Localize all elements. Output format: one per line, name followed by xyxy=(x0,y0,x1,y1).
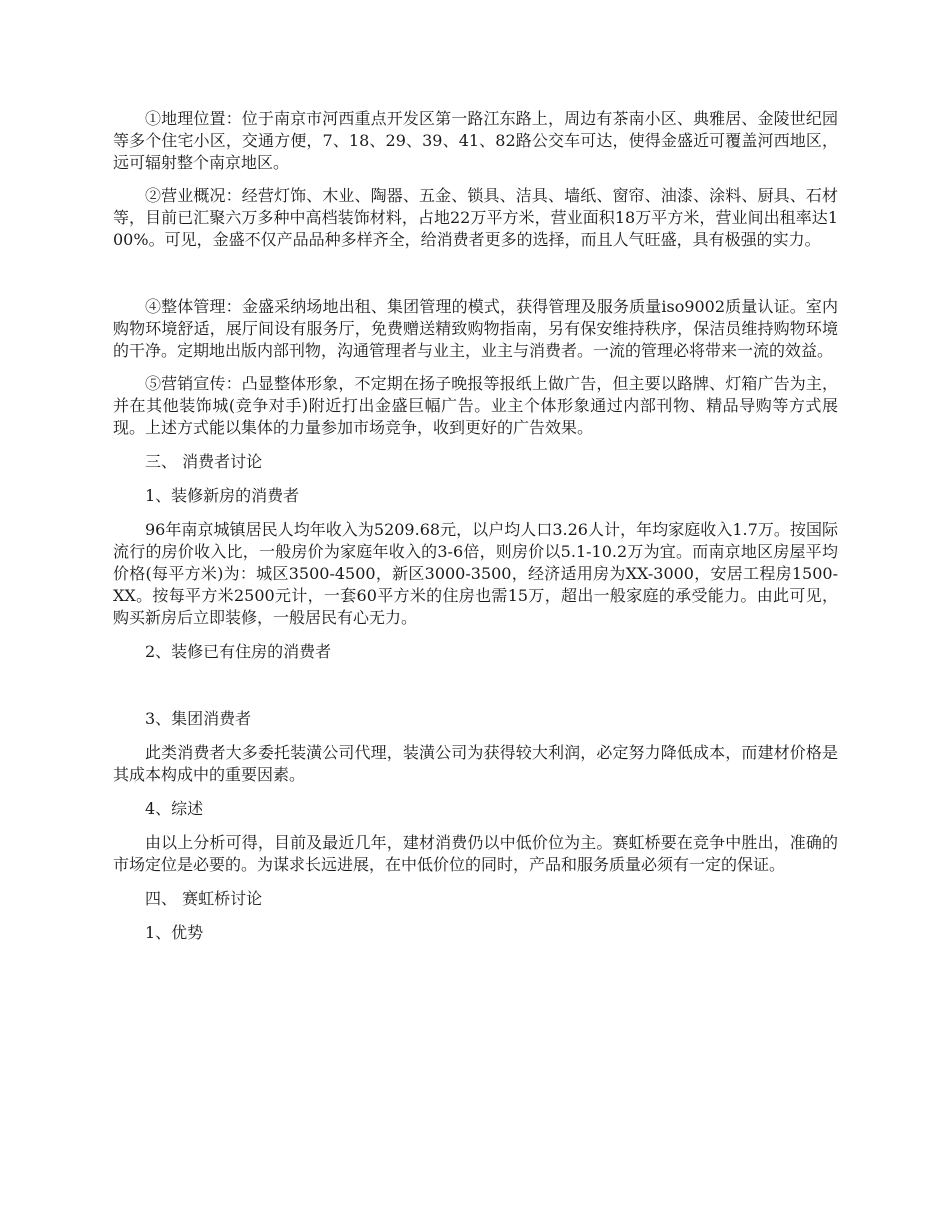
section-heading-consumers: 三、 消费者讨论 xyxy=(145,452,263,471)
paragraph-business-overview: ②营业概况：经营灯饰、木业、陶器、五金、锁具、洁具、墙纸、窗帘、油漆、涂料、厨具、石材等，目前已汇聚六万多种中高档装饰材料，占地22万平方米，营业面积18万平方米，营业间出租率达100%。可见，金盛不仅产品品种多样齐全，给消费者更多的选择，而且人气旺盛，具有极强的实力。 xyxy=(113,186,838,249)
subheading-advantages: 1、优势 xyxy=(145,923,204,942)
paragraph-income-analysis: 96年南京城镇居民人均年收入为5209.68元，以户均人口3.26人计，年均家庭收入1.7万。按国际流行的房价收入比，一般房价为家庭年收入的3-6倍，则房价以5.1-10.2万为宜。而南京地区房屋平均价格(每平方米)为：城区3500-4500，新区3000-3500，经济适用房为XX-3000，安居工程房1500-XX。按每平方米2500元计，一套60平方米的住房也需15万，超出一般家庭的承受能力。由此可见，购买新房后立即装修，一般居民有心无力。 xyxy=(113,520,838,627)
paragraph-group-consumers: 此类消费者大多委托装潢公司代理，装潢公司为获得较大利润，必定努力降低成本，而建材价格是其成本构成中的重要因素。 xyxy=(113,743,838,784)
section-heading-saihongqiao: 四、 赛虹桥讨论 xyxy=(145,889,263,908)
paragraph-location: ①地理位置：位于南京市河西重点开发区第一路江东路上，周边有茶南小区、典雅居、金陵世纪园等多个住宅小区，交通方便，7、18、29、39、41、82路公交车可达，使得金盛近可覆盖河西地区，远可辐射整个南京地区。 xyxy=(113,109,838,172)
subheading-group-consumers: 3、集团消费者 xyxy=(145,709,252,728)
subheading-summary: 4、综述 xyxy=(145,799,204,818)
paragraph-summary: 由以上分析可得，目前及最近几年，建材消费仍以中低价位为主。赛虹桥要在竞争中胜出，准确的市场定位是必要的。为谋求长远进展，在中低价位的同时，产品和服务质量必须有一定的保证。 xyxy=(113,833,838,874)
document-page xyxy=(113,108,838,944)
subheading-new-home-consumers: 1、装修新房的消费者 xyxy=(145,486,300,505)
paragraph-overall-management: ④整体管理：金盛采纳场地出租、集团管理的模式，获得管理及服务质量iso9002质量认证。室内购物环境舒适，展厅间设有服务厅，免费赠送精致购物指南，另有保安维持秩序，保洁员维持购物环境的干净。定期地出版内部刊物，沟通管理者与业主，业主与消费者。一流的管理必将带来一流的效益。 xyxy=(113,297,838,360)
paragraph-marketing: ⑤营销宣传：凸显整体形象，不定期在扬子晚报等报纸上做广告，但主要以路牌、灯箱广告为主，并在其他装饰城(竞争对手)附近打出金盛巨幅广告。业主个体形象通过内部刊物、精品导购等方式展现。上述方式能以集体的力量参加市场竞争，收到更好的广告效果。 xyxy=(113,374,838,437)
subheading-existing-home-consumers: 2、装修已有住房的消费者 xyxy=(145,642,332,661)
